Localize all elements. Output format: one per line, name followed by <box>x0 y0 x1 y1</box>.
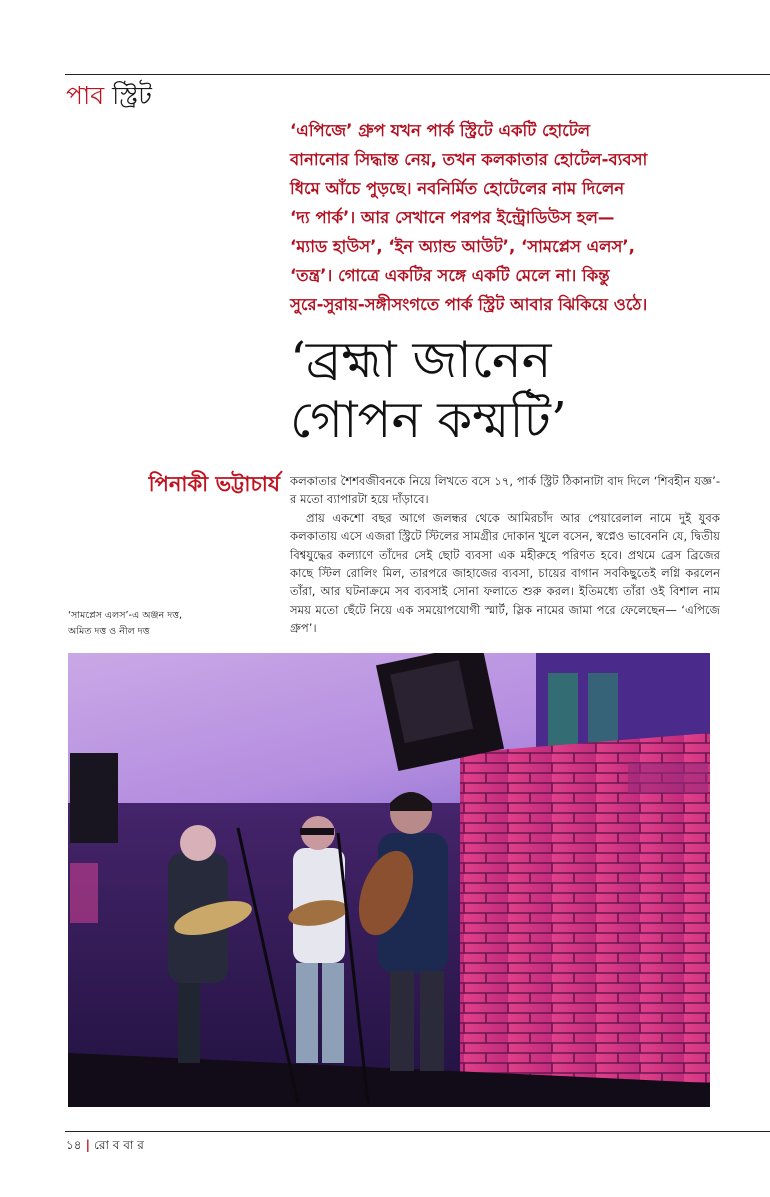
intro-line: বানানোর সিদ্ধান্ত নেয়, তখন কলকাতার হোটেল-ব্যবসা <box>290 150 648 169</box>
headline-line2: গোপন কম্মটি’ <box>290 391 567 449</box>
footer-separator: | <box>85 1138 90 1152</box>
section-label-word1: পাব <box>66 81 105 110</box>
band-photo-illustration <box>68 653 710 1107</box>
section-label <box>66 80 152 112</box>
intro-line: ধিমে আঁচে পুড়ছে। নবনির্মিত হোটেলের নাম দিলেন <box>290 179 625 198</box>
intro-line: ‘এপিজে’ গ্রুপ যখন পার্ক স্ট্রিটে একটি হোটেল <box>290 121 591 140</box>
caption-line1: ‘সামপ্লেস এলস’-এ অঞ্জন দত্ত, <box>68 610 183 621</box>
section-label-word2: স্ট্রিট <box>112 81 152 110</box>
top-rule <box>65 74 770 75</box>
intro-line: ‘তন্ত্র’। গোত্রে একটির সঙ্গে একটি মেলে না। কিন্তু <box>290 266 610 285</box>
body-paragraph-2: প্রায় একশো বছর আগে জলন্ধর থেকে আমিরচাঁদ আর পেয়ারেলাল নামে দুই যুবক কলকাতায় এসে এজরা স্ট্রিটে স্টিলের সামগ্রীর দোকান খুলে বসেন, স্বপ্নেও ভাবেননি যে, দ্বিতীয় বিশ্বযুদ্ধের কল্যাণে তাঁদের সেই ছোট ব্যবসা এক মহীরুহে পরিণত হবে। প্রথমে ব্রেস ব্রিজের কাছে স্টিল রোলিং মিল, তারপরে জাহাজের ব্যবসা, চায়ের বাগান সবকিছুতেই লগ্নি করলেন তাঁরা, আর ঘটনাক্রমে সব ব্যবসাই সোনা ফলাতে শুরু করল। ইতিমধ্যে তাঁরা ওই বিশাল নাম সময় মতো ছেঁটে নিয়ে এক সময়োপযোগী স্মার্ট, স্লিক নামের জামা পরে ফেলেছেন— ‘এপিজে গ্রুপ’। <box>290 510 720 636</box>
intro-line: সুরে-সুরায়-সঙ্গীসংগতে পার্ক স্ট্রিট আবার ঝিকিয়ে ওঠে। <box>290 295 648 314</box>
page-footer <box>66 1137 144 1153</box>
photo-caption <box>68 608 238 640</box>
article-body <box>290 472 720 638</box>
intro-paragraph <box>290 116 720 319</box>
magazine-name: রো ব বা র <box>93 1138 144 1152</box>
band-photo <box>68 653 710 1107</box>
bottom-rule <box>65 1131 770 1132</box>
intro-line: ‘ম্যাড হাউস’, ‘ইন অ্যান্ড আউট’, ‘সামপ্লেস এলস’, <box>290 237 635 256</box>
author-byline: পিনাকী ভট্টাচার্য <box>148 472 280 496</box>
caption-line2: অমিত দত্ত ও নীল দত্ত <box>68 626 150 637</box>
page-number: ১৪ <box>66 1138 82 1152</box>
body-paragraph-1: কলকাতার শৈশবজীবনকে নিয়ে লিখতে বসে ১৭, পার্ক স্ট্রিট ঠিকানাটা বাদ দিলে ‘শিবহীন যজ্ঞ’-র মতো ব্যাপারটা হয়ে দাঁড়াবে। <box>290 474 720 507</box>
intro-line: ‘দ্য পার্ক’। আর সেখানে পরপর ইন্ট্রোডিউস হল— <box>290 208 615 227</box>
headline <box>290 330 740 450</box>
headline-line1: ‘ব্রহ্মা জানেন <box>290 331 552 389</box>
